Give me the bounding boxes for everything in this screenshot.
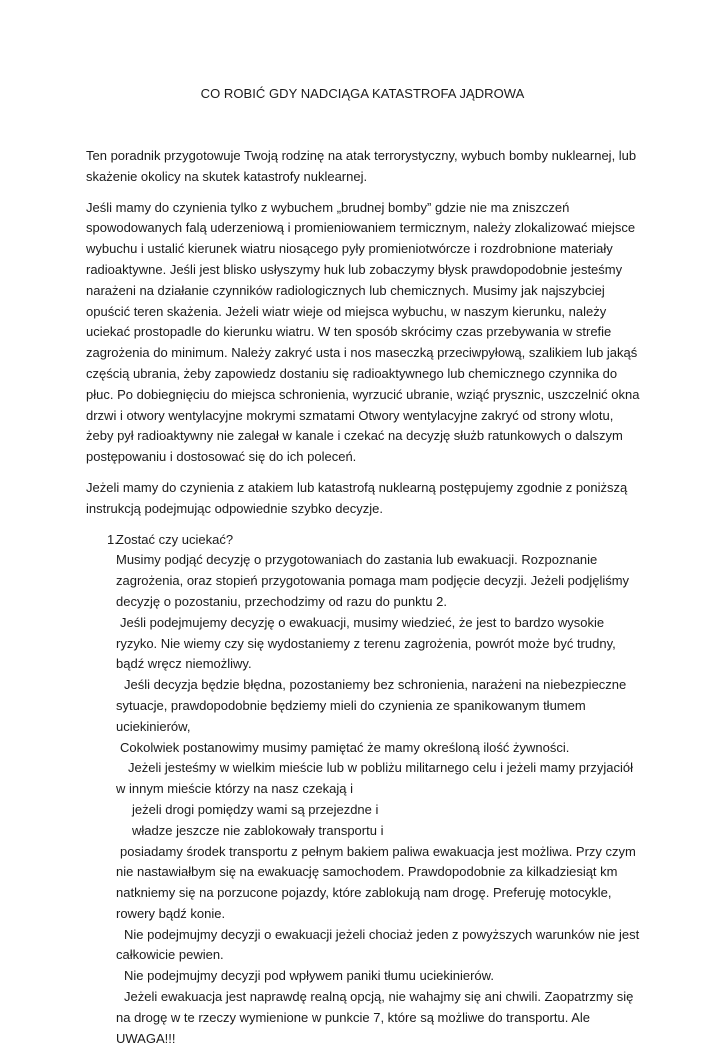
list-item (86, 530, 642, 1049)
list-item-line: Nie podejmujmy decyzji pod wpływem paniki tłumu uciekinierów. (124, 968, 494, 984)
dirty-bomb-paragraph: Jeśli mamy do czynienia tylko z wybuchem „brudnej bomby” gdzie nie ma zniszczeń spowodowanych falą uderzeniową i promieniowaniem termicznym, należy zlokalizować miejsce wybuchu i ustalić kierunek wiatru niosącego pyły promieniotwórcze i rozdrobnione materiały radioaktywne. Jeśli jest blisko usłyszymy huk lub zobaczymy błysk prawdopodobnie jesteśmy narażeni na działanie czynników radiologicznych lub chemicznych. Musimy jak najszybciej opuścić teren skażenia. Jeżeli wiatr wieje od miejsca wybuchu, w naszym kierunku, należy uciekać prostopadle do kierunku wiatru. W ten sposób skrócimy czas przebywania w strefie zagrożenia do minimum. Należy zakryć usta i nos maseczką przeciwpyłową, szalikiem lub jakąś częścią ubrania, żeby zapowiedz dostaniu się radioaktywnego lub chemicznego czynnika do płuc. Po dobiegnięciu do miejsca schronienia, wyrzucić ubranie, wziąć prysznic, uszczelnić okna drzwi i otwory wentylacyjne mokrymi szmatami Otwory wentylacyjne zakryć od strony wlotu, żeby pył radioaktywny nie zalegał w kanale i czekać na decyzję służb ratunkowych o dalszym postępowaniu i dostosować się do ich poleceń. (86, 199, 640, 465)
document-body (86, 146, 642, 1049)
instruction-paragraph: Jeżeli mamy do czynienia z atakiem lub katastrofą nuklearną postępujemy zgodnie z poniższą instrukcją podejmując odpowiednie szybko decyzje. (86, 479, 628, 516)
list-item-number: 1. (107, 531, 118, 547)
list-item-line: posiadamy środek transportu z pełnym bakiem paliwa ewakuacja jest możliwa. Przy czym nie nastawiałbym się na ewakuację samochodem. Prawdopodobnie za kilkadziesiąt km natkniemy się na porzucone pojazdy, które zablokują nam drogę. Preferuję motocykle, rowery bądź konie. (116, 843, 636, 921)
list-item-line: Jeżeli jesteśmy w wielkim mieście lub w pobliżu militarnego celu i jeżeli mamy przyjaciół w innym mieście którzy na nasz czekają i (116, 760, 633, 797)
list-item-heading: Zostać czy uciekać? (116, 531, 234, 547)
list-item-line: Jeśli decyzja będzie błędna, pozostaniemy bez schronienia, narażeni na niebezpieczne sytuacje, prawdopodobnie będziemy mieli do czynienia ze spanikowanym tłumem uciekinierów, (116, 677, 627, 734)
list-item-line: Jeśli podejmujemy decyzję o ewakuacji, musimy wiedzieć, że jest to bardzo wysokie ryzyko. Nie wiemy czy się wydostaniemy z terenu zagrożenia, powrót może być trudny, bądź wręcz niemożliwy. (116, 614, 616, 672)
list-item-line: władze jeszcze nie zablokowały transportu i (132, 822, 384, 838)
list-item-line: Cokolwiek postanowimy musimy pamiętać że mamy określoną ilość żywności. (120, 739, 570, 755)
list-item-content (116, 530, 642, 1049)
numbered-list (86, 530, 642, 1049)
intro-paragraph: Ten poradnik przygotowuje Twoją rodzinę na atak terrorystyczny, wybuch bomby nuklearnej, lub skażenie okolicy na skutek katastrofy nuklearnej. (86, 148, 637, 184)
list-item-line: Musimy podjąć decyzję o przygotowaniach do zastania lub ewakuacji. Rozpoznanie zagrożenia, oraz stopień przygotowania pomaga mam podjęcie decyzji. Jeżeli podjęliśmy decyzję o pozostaniu, przechodzimy od razu do punktu 2. (116, 552, 630, 609)
list-item-line: Nie podejmujmy decyzji o ewakuacji jeżeli chociaż jeden z powyższych warunków nie jest całkowicie pewien. (116, 926, 640, 963)
document-title: CO ROBIĆ GDY NADCIĄGA KATASTROFA JĄDROWA (200, 86, 525, 101)
list-item-line: jeżeli drogi pomiędzy wami są przejezdne i (132, 801, 379, 817)
list-item-line: Jeżeli ewakuacja jest naprawdę realną opcją, nie wahajmy się ani chwili. Zaopatrzmy się na drogę w te rzeczy wymienione w punkcie 7, które są możliwe do transportu. Ale UWAGA!!! (116, 989, 634, 1046)
